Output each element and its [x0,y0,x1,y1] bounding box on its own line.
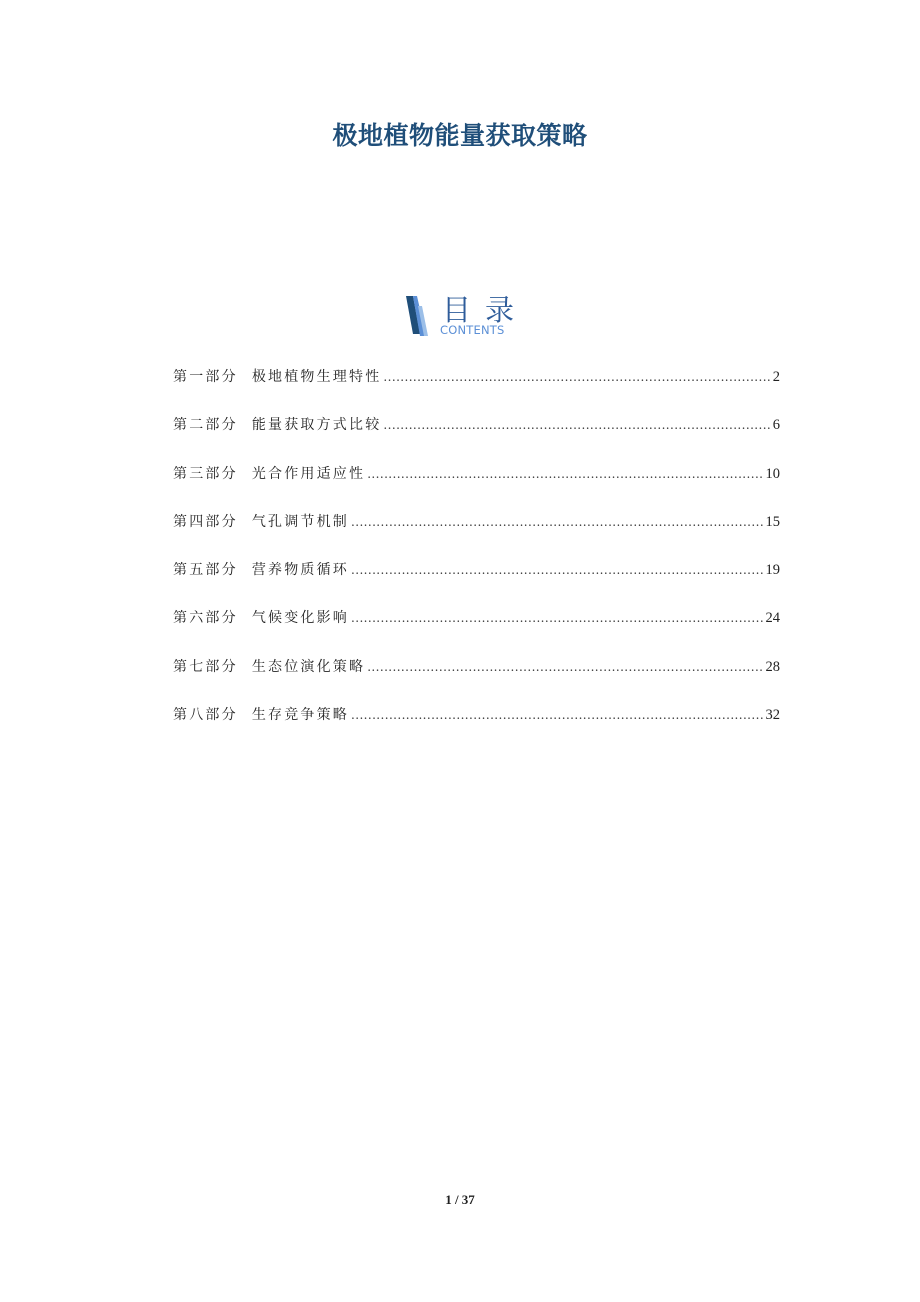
toc-entry-page: 15 [765,513,780,530]
toc-entry[interactable] [173,559,780,607]
toc-entry-title: 气候变化影响 [251,610,350,627]
toc-entry-title: 能量获取方式比较 [251,417,382,434]
toc-entry[interactable] [173,366,780,414]
toc-entry-leader [367,660,763,674]
toc-entry[interactable] [173,414,780,462]
toc-entry-title: 生态位演化策略 [251,658,366,675]
table-of-contents [173,366,780,752]
toc-entry-page: 10 [765,465,780,482]
toc-entry-page: 2 [772,369,780,385]
toc-entry-leader [351,708,763,722]
toc-entry-part: 第三部分 [173,465,238,482]
toc-entry-part: 第二部分 [173,417,238,434]
toc-entry-page: 24 [765,610,780,627]
toc-entry-page: 19 [765,562,780,579]
toc-entry-part: 第八部分 [173,707,238,724]
toc-entry-leader [351,515,763,529]
toc-entry-part: 第一部分 [173,369,238,385]
toc-entry-title: 营养物质循环 [251,562,350,579]
toc-entry-part: 第六部分 [173,610,238,627]
toc-entry-page: 32 [765,707,780,724]
toc-entry-page: 6 [772,417,780,434]
toc-subheading: CONTENTS [440,323,505,337]
toc-entry-title: 生存竞争策略 [251,707,350,724]
toc-entry-leader [383,370,770,384]
toc-entry-leader [367,467,763,481]
toc-entry-part: 第七部分 [173,658,238,675]
toc-entry[interactable] [173,463,780,511]
toc-heading: 目录 [442,293,529,327]
toc-entry[interactable] [173,656,780,704]
toc-entry-title: 气孔调节机制 [251,513,350,530]
document-title: 极地植物能量获取策略 [332,121,588,150]
toc-entry[interactable] [173,511,780,559]
bookmark-icon [404,296,438,338]
toc-entry-leader [383,418,770,432]
toc-entry-title: 光合作用适应性 [251,465,366,482]
toc-entry[interactable] [173,704,780,752]
page-indicator: 1 / 37 [445,1192,475,1207]
toc-entry-part: 第五部分 [173,562,238,579]
toc-entry-part: 第四部分 [173,513,238,530]
toc-entry-leader [351,611,763,625]
toc-entry-leader [351,563,763,577]
toc-entry-title: 极地植物生理特性 [251,369,382,385]
toc-entry-page: 28 [765,658,780,675]
toc-header [404,292,529,340]
toc-entry[interactable] [173,607,780,655]
